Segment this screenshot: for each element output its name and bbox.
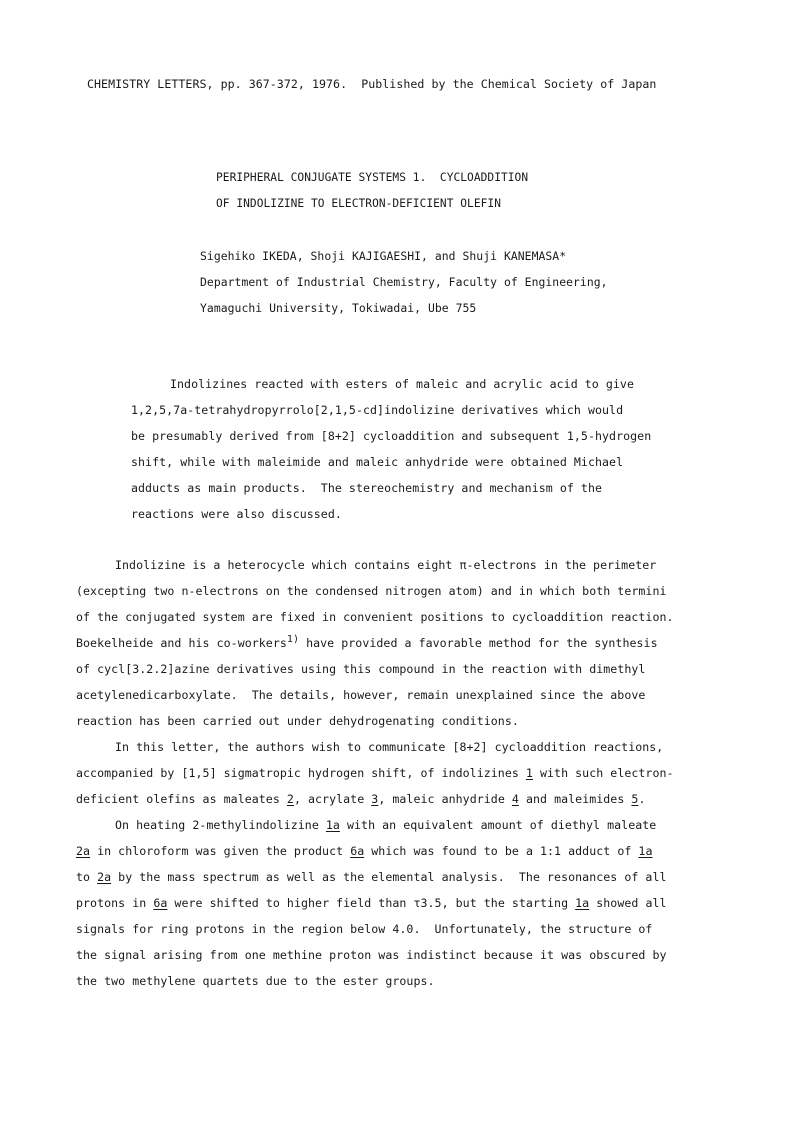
- body-line: of the conjugated system are fixed in convenient positions to cycloaddition reaction.: [76, 610, 674, 624]
- body-text: with such electron-: [532, 766, 674, 780]
- body-line: acetylenedicarboxylate. The details, however, remain unexplained since the above: [76, 688, 646, 702]
- compound-label: 1: [525, 766, 533, 780]
- affiliation-line-1: Department of Industrial Chemistry, Faculty of Engineering,: [200, 275, 608, 289]
- body-line: [76, 896, 667, 910]
- title-line-1: PERIPHERAL CONJUGATE SYSTEMS 1. CYCLOADDITION: [216, 171, 529, 184]
- body-line: (excepting two n-electrons on the condensed nitrogen atom) and in which both termini: [76, 584, 667, 598]
- body-line: [76, 636, 658, 652]
- body-text: which was found to be a 1:1 adduct of: [364, 844, 639, 858]
- abstract-line: adducts as main products. The stereochemistry and mechanism of the: [131, 481, 603, 495]
- author-names: Sigehiko IKEDA, Shoji KAJIGAESHI, and Shuji KANEMASA*: [200, 249, 567, 263]
- body-text: Boekelheide and his co-workers: [76, 636, 287, 650]
- body-line: the signal arising from one methine proton was indistinct because it was obscured by: [76, 948, 667, 962]
- title-line-2: OF INDOLIZINE TO ELECTRON-DEFICIENT OLEFIN: [216, 197, 501, 210]
- body-text: with an equivalent amount of diethyl maleate: [339, 818, 657, 832]
- compound-label: 4: [511, 792, 519, 806]
- body-line: of cycl[3.2.2]azine derivatives using this compound in the reaction with dimethyl: [76, 662, 646, 676]
- body-text: have provided a favorable method for the synthesis: [299, 636, 658, 650]
- body-text: accompanied by [1,5] sigmatropic hydrogen shift, of indolizines: [76, 766, 526, 780]
- abstract-line: be presumably derived from [8+2] cycloaddition and subsequent 1,5-hydrogen: [131, 429, 652, 443]
- compound-label: 2: [286, 792, 294, 806]
- body-line: [76, 792, 645, 806]
- body-text: in chloroform was given the product: [90, 844, 351, 858]
- journal-citation: CHEMISTRY LETTERS, pp. 367-372, 1976.: [87, 77, 348, 91]
- body-line: In this letter, the authors wish to communicate [8+2] cycloaddition reactions,: [115, 740, 664, 754]
- body-line: [115, 818, 656, 832]
- body-line: signals for ring protons in the region below 4.0. Unfortunately, the structure of: [76, 922, 653, 936]
- compound-label: 6a: [153, 896, 168, 910]
- body-line: Indolizine is a heterocycle which contains eight π-electrons in the perimeter: [115, 558, 657, 572]
- publisher-line: Published by the Chemical Society of Japan: [361, 77, 657, 91]
- compound-label: 5: [631, 792, 639, 806]
- journal-header: [87, 77, 656, 91]
- body-line: the two methylene quartets due to the ester groups.: [76, 974, 435, 988]
- body-text: protons in: [76, 896, 154, 910]
- compound-label: 2a: [76, 844, 91, 858]
- body-line: [76, 844, 652, 858]
- body-text: deficient olefins as maleates: [76, 792, 287, 806]
- body-text: .: [638, 792, 646, 806]
- body-text: , maleic anhydride: [378, 792, 512, 806]
- body-text: were shifted to higher field than τ3.5, but the starting: [167, 896, 576, 910]
- body-line: [76, 870, 667, 884]
- reference-superscript: 1): [286, 634, 300, 645]
- compound-label: 3: [371, 792, 379, 806]
- compound-label: 1a: [638, 844, 653, 858]
- body-text: showed all: [589, 896, 667, 910]
- body-line: [76, 766, 674, 780]
- body-text: by the mass spectrum as well as the elemental analysis. The resonances of all: [111, 870, 667, 884]
- affiliation-line-2: Yamaguchi University, Tokiwadai, Ube 755: [200, 301, 477, 315]
- abstract-line: 1,2,5,7a-tetrahydropyrrolo[2,1,5-cd]indolizine derivatives which would: [131, 403, 624, 417]
- compound-label: 6a: [350, 844, 365, 858]
- body-text: On heating 2-methylindolizine: [115, 818, 326, 832]
- body-line: reaction has been carried out under dehydrogenating conditions.: [76, 714, 519, 728]
- abstract-line: reactions were also discussed.: [131, 507, 342, 521]
- compound-label: 1a: [325, 818, 340, 832]
- body-text: , acrylate: [293, 792, 372, 806]
- abstract-line: Indolizines reacted with esters of maleic and acrylic acid to give: [170, 377, 634, 391]
- body-text: and maleimides: [518, 792, 632, 806]
- body-text: to: [76, 870, 98, 884]
- compound-label: 2a: [97, 870, 112, 884]
- compound-label: 1a: [575, 896, 590, 910]
- abstract-line: shift, while with maleimide and maleic anhydride were obtained Michael: [131, 455, 624, 469]
